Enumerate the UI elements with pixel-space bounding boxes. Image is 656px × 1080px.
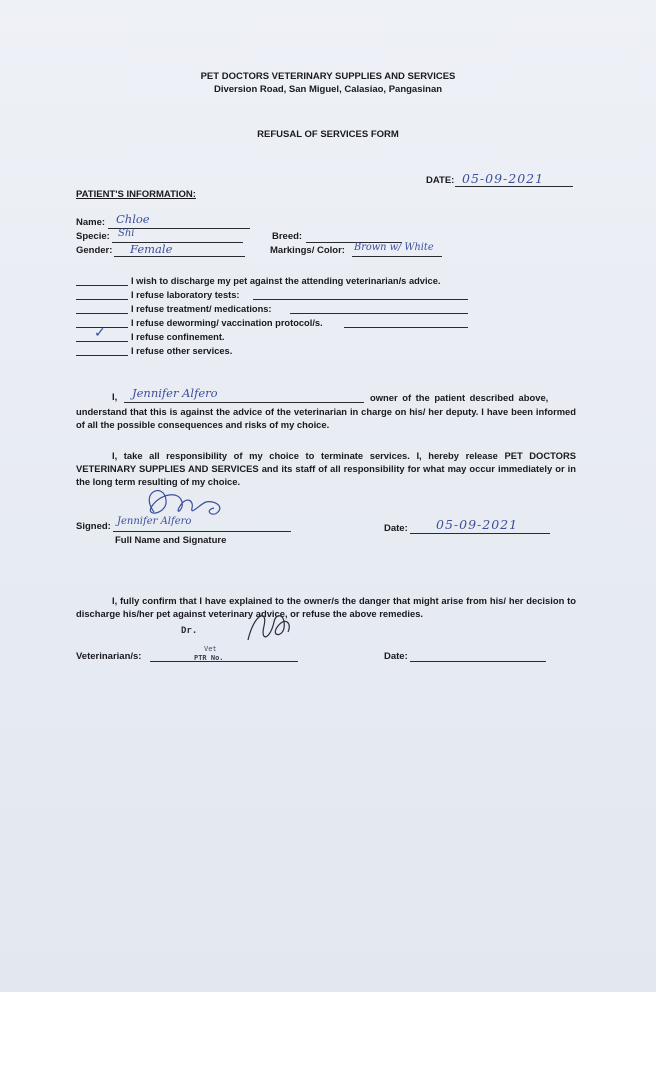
option-label: I wish to discharge my pet against the attending veterinarian/s advice.: [131, 276, 441, 286]
option-blank[interactable]: [76, 299, 128, 300]
signed-name: Jennifer Alfero: [117, 516, 192, 527]
date-value: 05-09-2021: [462, 171, 545, 186]
owner-date-label: Date:: [384, 523, 408, 534]
owner-date-value: 05-09-2021: [436, 517, 519, 532]
specie-label: Specie:: [76, 231, 110, 242]
gender-label: Gender:: [76, 245, 113, 256]
vet-stamp-name: Dr.: [181, 626, 198, 636]
option-blank[interactable]: [76, 355, 128, 356]
vet-label: Veterinarian/s:: [76, 651, 142, 662]
name-value: Chloe: [116, 212, 150, 226]
vet-signature-line: [150, 661, 298, 662]
option-label: I refuse treatment/ medications:: [131, 304, 272, 314]
owner-prefix: I,: [112, 392, 118, 403]
option-blank[interactable]: [76, 341, 128, 342]
patient-section-title: PATIENT'S INFORMATION:: [76, 189, 196, 200]
responsibility-paragraph: I, take all responsibility of my choice to terminate services. I, hereby release PET DOCTORS VETERINARY SUPPLIES AND SERVICES and its staff of all responsibility for what may occur immediately or in the long term resulting of my choice.: [76, 450, 576, 487]
breed-label: Breed:: [272, 231, 303, 242]
vet-date-line: [410, 661, 546, 662]
option-detail-line[interactable]: [290, 313, 468, 314]
markings-label: Markings/ Color:: [270, 245, 345, 256]
specie-value: Shi: [118, 228, 135, 239]
markings-value: Brown w/ White: [354, 242, 434, 253]
option-label: I refuse laboratory tests:: [131, 290, 240, 300]
gender-line: [114, 256, 245, 257]
option-blank[interactable]: [76, 285, 128, 286]
name-label: Name:: [76, 217, 106, 228]
owner-name-value: Jennifer Alfero: [132, 386, 218, 400]
option-label: I refuse confinement.: [131, 332, 225, 342]
option-label: I refuse other services.: [131, 346, 233, 356]
option-blank[interactable]: [76, 313, 128, 314]
option-check-mark: ✓: [94, 325, 106, 341]
owner-statement-line1: owner of the patient described above,: [370, 392, 549, 403]
owner-statement-rest: understand that this is against the advice of the veterinarian in charge on his/ her deputy. I have been informed of all the possible consequences and risks of my choice.: [76, 406, 576, 430]
signed-line: [113, 531, 291, 532]
owner-date-line: [410, 533, 550, 534]
owner-name-line: [124, 402, 364, 403]
option-detail-line[interactable]: [253, 299, 468, 300]
option-detail-line[interactable]: [344, 327, 468, 328]
vet-stamp-sub1: Vet: [204, 645, 217, 653]
form-title: REFUSAL OF SERVICES FORM: [257, 129, 399, 140]
gender-value: Female: [130, 242, 173, 256]
company-address: Diversion Road, San Miguel, Calasiao, Pangasinan: [213, 84, 443, 95]
option-label: I refuse deworming/ vaccination protocol/s.: [131, 318, 323, 328]
vet-date-label: Date:: [384, 651, 408, 662]
full-name-caption: Full Name and Signature: [115, 535, 227, 546]
signed-label: Signed:: [76, 521, 111, 532]
markings-line: [352, 256, 442, 257]
vet-confirm-paragraph: I, fully confirm that I have explained to the owner/s the danger that might arise from his/ her decision to discharge his/her pet against veterinary advice, or refuse the above remedies.: [76, 595, 576, 619]
company-name: PET DOCTORS VETERINARY SUPPLIES AND SERVICES: [200, 71, 456, 82]
date-line: [455, 186, 573, 187]
vet-stamp-sub2: PTR No.: [194, 654, 224, 662]
vet-signature-scribble: [240, 604, 296, 650]
date-label: DATE:: [426, 175, 455, 186]
